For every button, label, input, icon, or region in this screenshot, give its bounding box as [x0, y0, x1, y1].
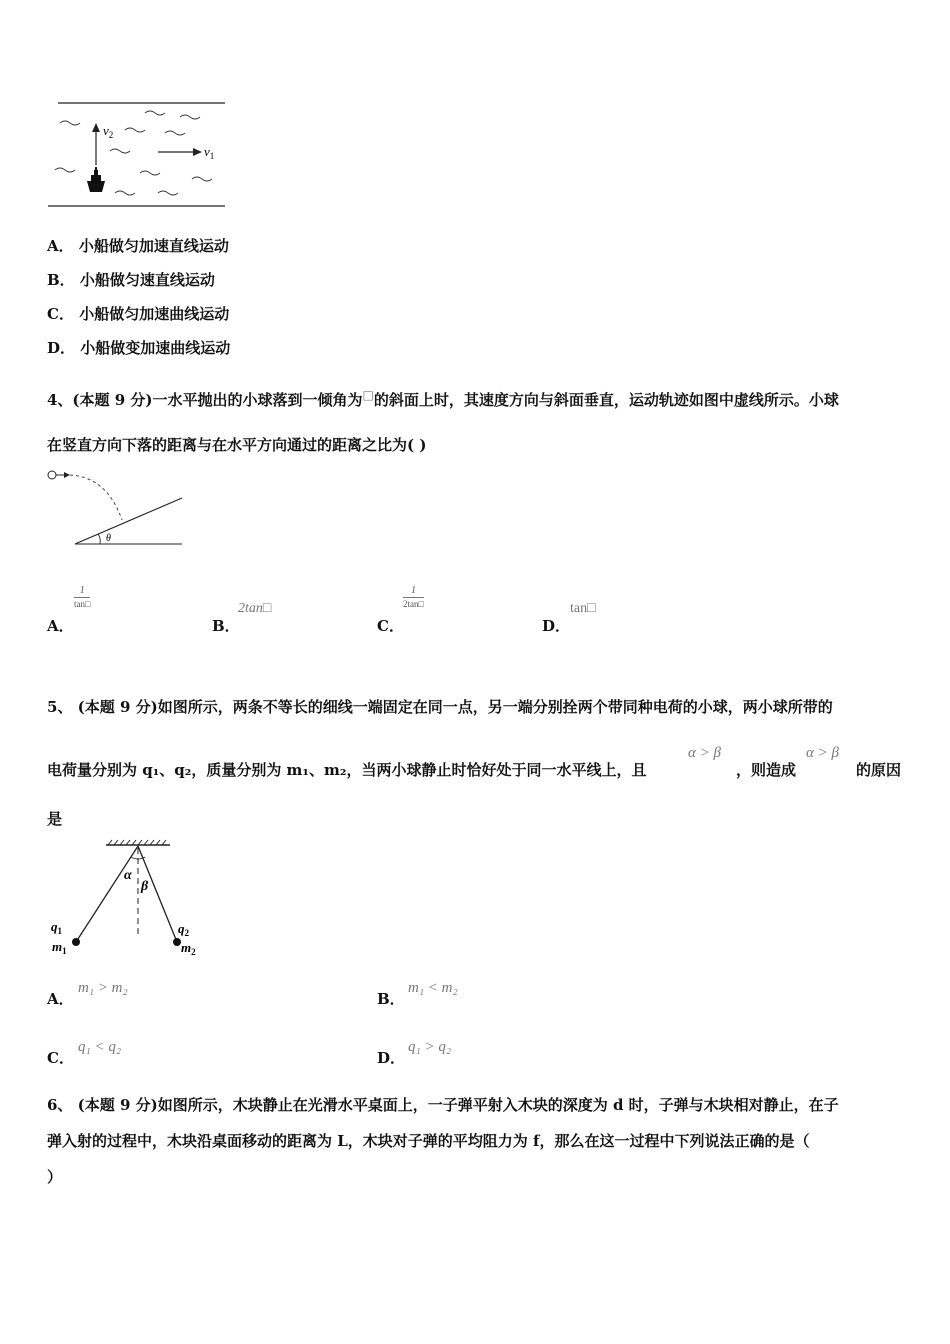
- q4-option-a-expr: $\frac{1}{\tan□}$: [74, 585, 91, 609]
- ball: [48, 471, 56, 479]
- q4-option-a-letter[interactable]: A．: [47, 617, 74, 635]
- q3-option-b[interactable]: [47, 270, 215, 290]
- q6-stem-line1: 6、 (本题 9 分)如图所示，木块静止在光滑水平桌面上，一子弹平射入木块的深度为 d 时，子弹与木块相对静止，在子: [47, 1096, 839, 1114]
- q5-option-a-letter[interactable]: A．: [47, 990, 74, 1008]
- beta-label: β: [141, 879, 149, 894]
- q5-stem-line2b: ，则造成: [736, 761, 797, 779]
- theta-placeholder: □: [362, 388, 374, 402]
- v1-arrowhead: [193, 148, 202, 156]
- option-letter: C．: [47, 305, 74, 323]
- m1-label: $m_1$: [52, 939, 67, 956]
- q5-condition-2: α > β: [806, 745, 839, 761]
- ball-2: [173, 938, 181, 946]
- v2-label: $v_2$: [103, 123, 114, 140]
- incline-line: [75, 498, 182, 544]
- v2-arrowhead: [92, 123, 100, 132]
- option-text: 小船做匀加速曲线运动: [79, 305, 230, 323]
- q5-stem-line1: 5、 (本题 9 分)如图所示，两条不等长的细线一端固定在同一点，另一端分别拴两个带同种电荷的小球，两小球所带的: [47, 698, 833, 716]
- q3-option-d[interactable]: [47, 338, 230, 358]
- q4-stem-line1: 4、(本题 9 分)一水平抛出的小球落到一倾角为□的斜面上时，其速度方向与斜面垂直，运动轨迹如图中虚线所示。小球: [47, 388, 839, 409]
- q3-option-c[interactable]: [47, 304, 229, 324]
- q4-option-b-expr: 2tan□: [238, 601, 272, 616]
- option-letter: B．: [47, 271, 75, 289]
- q5-stem-line2a: 电荷量分别为 q₁、q₂，质量分别为 m₁、m₂，当两小球静止时恰好处于同一水平线上，且: [47, 761, 647, 779]
- q5-option-c-expr: q₁ < q₂: [78, 1039, 122, 1055]
- q5-stem-line3: 是: [47, 810, 63, 828]
- q5-option-c-letter[interactable]: C．: [47, 1049, 74, 1067]
- q2-label: $q_2$: [178, 921, 189, 938]
- boat-icon: [87, 167, 105, 192]
- option-letter: D．: [47, 339, 76, 357]
- ball-1: [72, 938, 80, 946]
- angle-arc: [98, 534, 100, 544]
- q4-option-c-letter[interactable]: C．: [377, 617, 404, 635]
- string-left: [76, 846, 138, 942]
- q5-option-b-expr: m₁ < m₂: [408, 980, 458, 996]
- m2-label: $m_2$: [181, 940, 196, 957]
- pendulum-figure: [40, 838, 220, 963]
- q6-stem-line2: 弹入射的过程中，木块沿桌面移动的距离为 L，木块对子弹的平均阻力为 f，那么在这一过程中下列说法正确的是（: [47, 1132, 810, 1150]
- q5-option-a-expr: m₁ > m₂: [78, 980, 128, 996]
- theta-label: θ: [106, 533, 111, 544]
- q3-option-a[interactable]: [47, 236, 229, 256]
- q4-option-c-expr: $\frac{1}{2\tan□}$: [403, 585, 424, 609]
- q5-option-d-letter[interactable]: D．: [377, 1049, 406, 1067]
- option-text: 小船做匀速直线运动: [79, 271, 215, 289]
- q4-option-d-expr: tan□: [570, 601, 596, 616]
- ceiling-hatch: [108, 840, 166, 845]
- q4-stem-line2: 在竖直方向下落的距离与在水平方向通过的距离之比为( ): [47, 436, 427, 454]
- water-waves: [55, 111, 215, 195]
- q4-option-d-letter[interactable]: D．: [542, 617, 571, 635]
- v1-label: $v_1$: [204, 144, 215, 161]
- q5-option-b-letter[interactable]: B．: [377, 990, 405, 1008]
- q5-stem-line2c: 的原因: [856, 761, 902, 779]
- incline-figure: [42, 462, 192, 552]
- q1-label: $q_1$: [51, 919, 62, 936]
- option-text: 小船做匀加速直线运动: [78, 237, 229, 255]
- q5-condition-1: α > β: [688, 745, 721, 761]
- q5-option-d-expr: q₁ > q₂: [408, 1039, 452, 1055]
- river-boat-figure: [40, 95, 240, 215]
- q6-stem-line3: ）: [47, 1168, 63, 1186]
- trajectory-dashed: [70, 475, 122, 520]
- string-right: [138, 846, 177, 942]
- option-letter: A．: [47, 237, 74, 255]
- alpha-label: α: [124, 868, 132, 883]
- option-text: 小船做变加速曲线运动: [80, 339, 231, 357]
- q4-option-b-letter[interactable]: B．: [212, 617, 240, 635]
